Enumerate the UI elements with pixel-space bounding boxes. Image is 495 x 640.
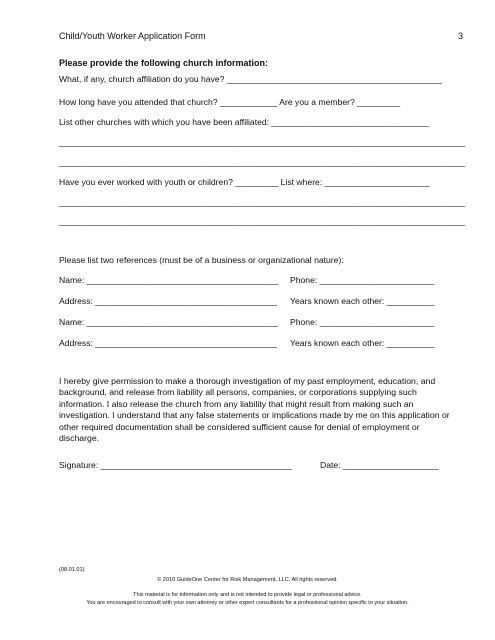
youth-experience-field[interactable]: Have you ever worked with youth or children? _________ List where: ______________________ bbox=[59, 177, 430, 187]
church-section-heading: Please provide the following church information: bbox=[59, 58, 269, 68]
copyright-notice: © 2010 GuideOne Center for Risk Management, LLC. All rights reserved. bbox=[157, 577, 338, 583]
attendance-membership-field[interactable]: How long have you attended that church? ____________ Are you a member? _________ bbox=[59, 97, 401, 107]
disclaimer-line-1: This material is for information only and is not intended to provide legal or professional advice. bbox=[133, 592, 362, 598]
form-code: (08.01.01) bbox=[59, 567, 85, 573]
reference-2-phone-field[interactable]: Phone: ________________________ bbox=[290, 317, 435, 327]
reference-2-name-field[interactable]: Name: ________________________________________ bbox=[59, 317, 278, 327]
reference-1-name-field[interactable]: Name: ________________________________________ bbox=[59, 275, 278, 285]
references-heading: Please list two references (must be of a business or organizational nature): bbox=[59, 255, 344, 265]
other-churches-field[interactable]: List other churches with which you have been affiliated: _________________________________ bbox=[59, 117, 430, 127]
page-number: 3 bbox=[458, 31, 464, 41]
permission-paragraph: I hereby give permission to make a thorough investigation of my past employment, education, and background, and release from liability all persons, companies, or corporations supplying such information. I also release the church from any liability that might result from making such an investigation. I understand that any false statements or implications made by me on this application or other required documentation shall be considered sufficient cause for denial of employment or discharge. bbox=[59, 376, 450, 444]
reference-2-years-field[interactable]: Years known each other: __________ bbox=[290, 338, 435, 348]
form-title: Child/Youth Worker Application Form bbox=[59, 31, 206, 41]
other-churches-line-2[interactable]: _____________________________________________________________________________________ bbox=[59, 137, 466, 147]
youth-where-line-2[interactable]: _____________________________________________________________________________________ bbox=[59, 197, 466, 207]
reference-1-address-field[interactable]: Address: ______________________________________ bbox=[59, 296, 277, 306]
other-churches-line-3[interactable]: _____________________________________________________________________________________ bbox=[59, 157, 466, 167]
youth-where-line-3[interactable]: _____________________________________________________________________________________ bbox=[59, 216, 466, 226]
disclaimer-line-2: You are encouraged to consult with your own attorney or other expert consultants for a professional opinion specific to your situation. bbox=[86, 600, 409, 606]
reference-2-address-field[interactable]: Address: ______________________________________ bbox=[59, 338, 277, 348]
date-field[interactable]: Date: ____________________ bbox=[320, 460, 439, 470]
signature-field[interactable]: Signature: ________________________________________ bbox=[59, 460, 292, 470]
church-affiliation-field[interactable]: What, if any, church affiliation do you have? _____________________________________________ bbox=[59, 74, 442, 84]
reference-1-phone-field[interactable]: Phone: ________________________ bbox=[290, 275, 435, 285]
reference-1-years-field[interactable]: Years known each other: __________ bbox=[290, 296, 435, 306]
